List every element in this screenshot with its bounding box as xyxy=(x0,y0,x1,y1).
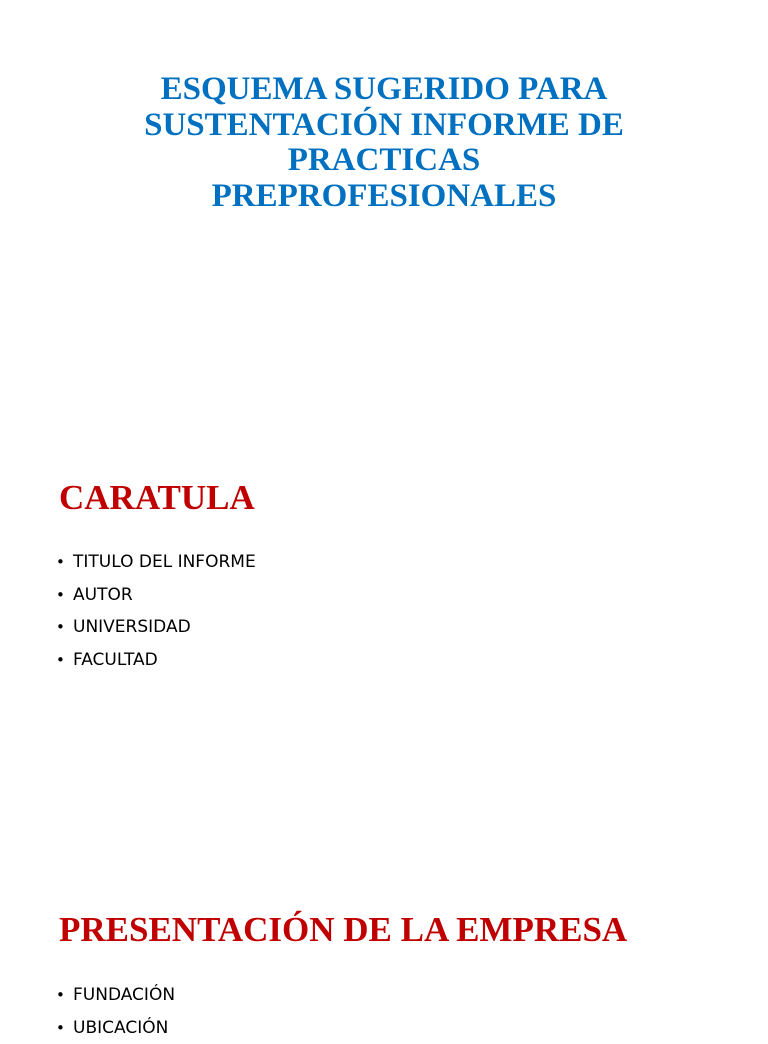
page-title xyxy=(0,72,768,214)
list-item xyxy=(56,579,256,612)
bullet-icon: • xyxy=(56,553,65,571)
bullet-icon: • xyxy=(56,650,65,669)
list-item-text: UBICACIÓN xyxy=(73,1017,169,1038)
bullet-icon: • xyxy=(56,585,65,604)
list-item-text: FACULTAD xyxy=(73,649,158,670)
list-item xyxy=(56,611,256,644)
list-item xyxy=(56,979,175,1012)
bullet-icon: • xyxy=(56,1018,65,1037)
list-item xyxy=(56,644,256,677)
list-item-text: UNIVERSIDAD xyxy=(73,617,191,638)
bullet-list-caratula xyxy=(56,546,256,676)
title-line: PREPROFESIONALES xyxy=(211,177,557,214)
title-line: ESQUEMA SUGERIDO PARA xyxy=(160,71,608,107)
list-item-text: FUNDACIÓN xyxy=(73,985,176,1005)
title-line: PRACTICAS xyxy=(287,142,481,178)
section-heading-caratula: CARATULA xyxy=(59,478,255,517)
list-item xyxy=(56,1012,175,1044)
title-line: SUSTENTACIÓN INFORME DE xyxy=(144,106,624,143)
bullet-icon: • xyxy=(56,618,65,637)
list-item-text: AUTOR xyxy=(73,584,133,605)
bullet-list-presentacion xyxy=(56,979,175,1044)
list-item xyxy=(56,546,256,579)
bullet-icon: • xyxy=(56,986,65,1004)
section-heading-presentacion: PRESENTACIÓN DE LA EMPRESA xyxy=(59,910,628,949)
list-item-text: TITULO DEL INFORME xyxy=(73,552,256,572)
